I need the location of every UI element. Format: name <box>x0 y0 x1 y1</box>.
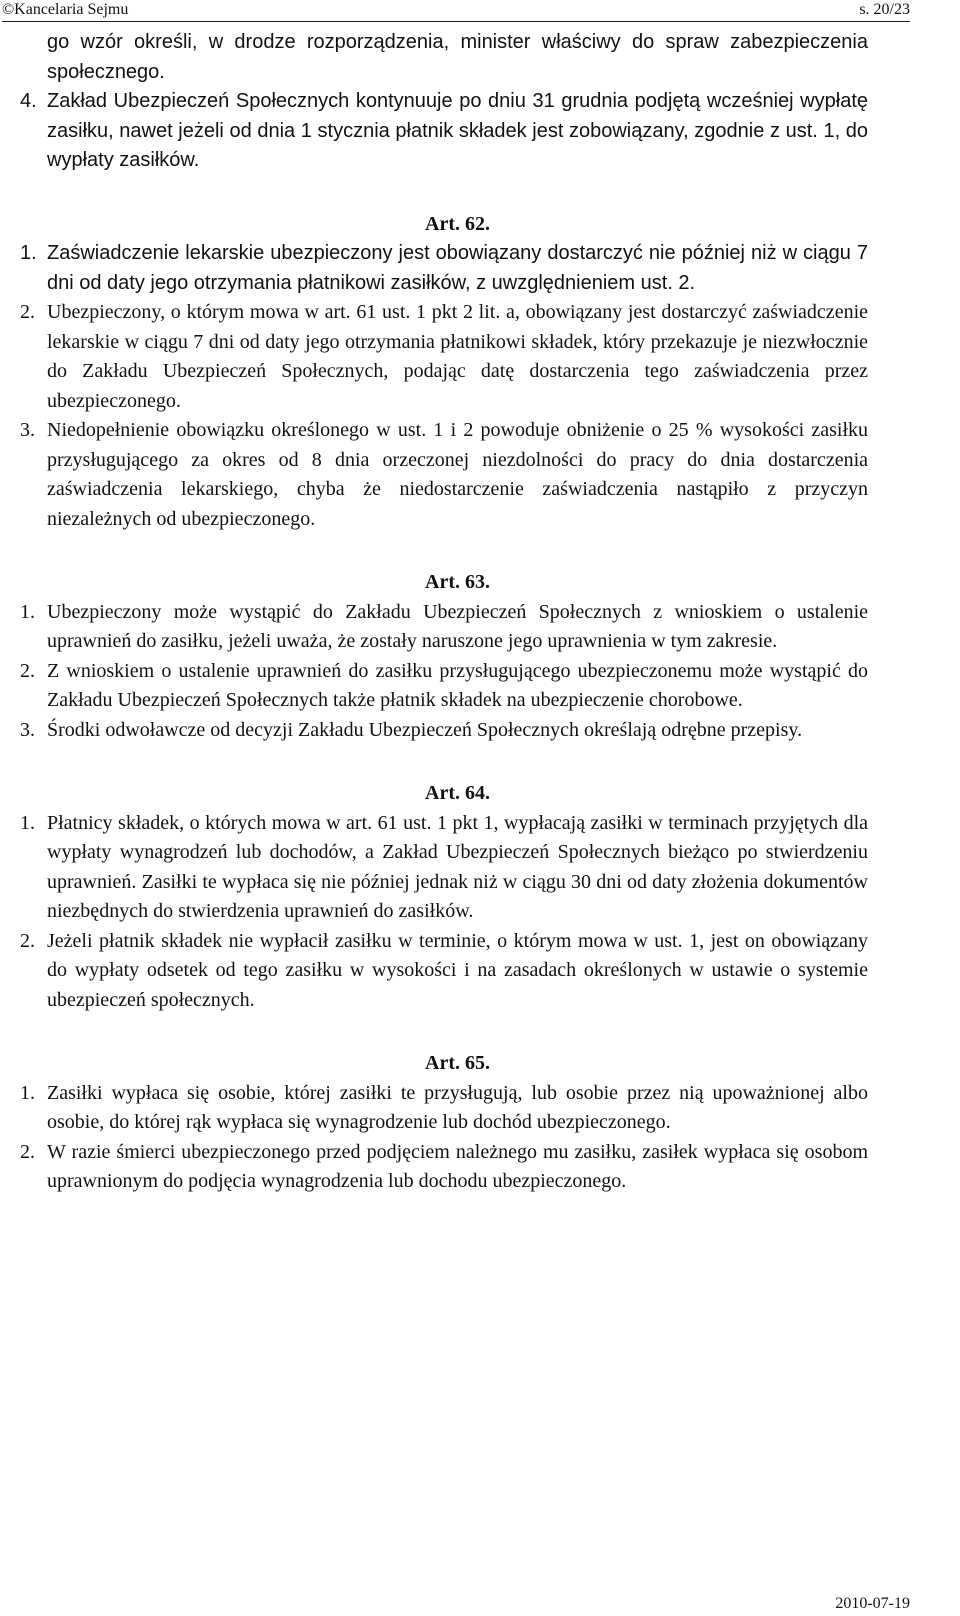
paragraph-number: 2. <box>20 929 35 952</box>
numbered-paragraph <box>20 416 868 534</box>
paragraph-text: Niedopełnienie obowiązku określonego w ust. 1 i 2 powoduje obniżenie o 25 % wysokości zasiłku przysługującego za okres od 8 dnia orzeczonej niezdolności do pracy do dnia dostarczenia zaświadczenia lekarskiego, chyba że niedostarczenie zaświadczenia nastąpiło z przyczyn niezależnych od ubezpieczonego. <box>47 419 868 530</box>
numbered-paragraph <box>20 809 868 927</box>
header-source: ©Kancelaria Sejmu <box>2 1 129 18</box>
numbered-paragraph <box>20 716 868 746</box>
paragraph-text: go wzór określi, w drodze rozporządzenia, minister właściwy do spraw zabezpieczenia społecznego. <box>47 31 868 83</box>
paragraph-text: Płatnicy składek, o których mowa w art. 61 ust. 1 pkt 1, wypłacają zasiłki w terminach przyjętych dla wypłaty wynagrodzeń lub dochodów, a Zakład Ubezpieczeń Społecznych bieżąco po stwierdzeniu uprawnień. Zasiłki te wypłaca się nie później jednak niż w ciągu 30 dni od daty złożenia dokumentów niezbędnych do stwierdzenia uprawnień do zasiłków. <box>47 811 868 922</box>
paragraph-text: Ubezpieczony może wystąpić do Zakładu Ubezpieczeń Społecznych z wnioskiem o ustalenie uprawnień do zasiłku, jeżeli uważa, że zostały naruszone jego uprawnienia w tym zakresie. <box>47 600 868 652</box>
numbered-paragraph <box>20 298 868 416</box>
paragraph-number: 1. <box>20 1081 35 1104</box>
section-gap <box>20 534 868 568</box>
numbered-paragraph <box>20 657 868 716</box>
article-heading: Art. 63. <box>425 571 490 593</box>
numbered-paragraph <box>20 87 868 176</box>
paragraph-number: 4. <box>20 90 37 112</box>
paragraph-number: 1. <box>20 242 37 264</box>
paragraph-text: Zaświadczenie lekarskie ubezpieczony jest obowiązany dostarczyć nie później niż w ciągu 7 dni od daty jego otrzymania płatnikowi zasiłków, z uwzględnieniem ust. 2. <box>47 242 868 294</box>
paragraph-text: Ubezpieczony, o którym mowa w art. 61 ust. 1 pkt 2 lit. a, obowiązany jest dostarczyć zaświadczenie lekarskie w ciągu 7 dni od daty jego otrzymania płatnikowi składek, który przekazuje je niezwłocznie do Zakładu Ubezpieczeń Społecznych, podając datę dostarczenia tego zaświadczenia przez ubezpieczonego. <box>47 301 868 412</box>
paragraph-text: Z wnioskiem o ustalenie uprawnień do zasiłku przysługującego ubezpieczonemu może wystąpić do Zakładu Ubezpieczeń Społecznych także płatnik składek na ubezpieczenie chorobowe. <box>47 659 868 711</box>
section-gap <box>20 176 868 210</box>
numbered-paragraph <box>20 1138 868 1197</box>
paragraph-number: 3. <box>20 419 35 441</box>
paragraph-number: 2. <box>20 301 35 323</box>
paragraph-text: Zasiłki wypłaca się osobie, której zasiłki te przysługują, lub osobie przez nią upoważnionej albo osobie, do której rąk wypłaca się wynagrodzenie lub dochód ubezpieczonego. <box>47 1081 868 1133</box>
article-heading: Art. 64. <box>425 782 490 804</box>
header-page-number: s. 20/23 <box>859 1 910 18</box>
paragraph-continuation <box>20 28 868 87</box>
paragraph-text: W razie śmierci ubezpieczonego przed podjęciem należnego mu zasiłku, zasiłek wypłaca się osobom uprawnionym do podjęcia wynagrodzenia lub dochodu ubezpieczonego. <box>47 1140 868 1192</box>
document-body <box>20 28 868 1197</box>
paragraph-number: 1. <box>20 600 35 623</box>
paragraph-number: 1. <box>20 811 35 834</box>
numbered-paragraph <box>20 239 868 298</box>
numbered-paragraph <box>20 1079 868 1138</box>
paragraph-text: Zakład Ubezpieczeń Społecznych kontynuuje po dniu 31 grudnia podjętą wcześniej wypłatę zasiłku, nawet jeżeli od dnia 1 stycznia płatnik składek jest zobowiązany, zgodnie z ust. 1, do wypłaty zasiłków. <box>47 90 868 171</box>
article-heading: Art. 65. <box>425 1052 490 1074</box>
article-heading: Art. 62. <box>425 212 490 235</box>
paragraph-text: Środki odwoławcze od decyzji Zakładu Ubezpieczeń Społecznych określają odrębne przepisy. <box>47 718 803 741</box>
paragraph-text: Jeżeli płatnik składek nie wypłacił zasiłku w terminie, o którym mowa w ust. 1, jest on obowiązany do wypłaty odsetek od tego zasiłku w wysokości i na zasadach określonych w ustawie o systemie ubezpieczeń społecznych. <box>47 929 868 1011</box>
numbered-paragraph <box>20 927 868 1016</box>
section-gap <box>20 745 868 779</box>
footer-date: 2010-07-19 <box>835 1595 910 1612</box>
numbered-paragraph <box>20 598 868 657</box>
header-divider <box>2 21 910 22</box>
paragraph-number: 2. <box>20 659 35 682</box>
paragraph-number: 2. <box>20 1140 35 1163</box>
section-gap <box>20 1015 868 1049</box>
paragraph-number: 3. <box>20 718 35 741</box>
